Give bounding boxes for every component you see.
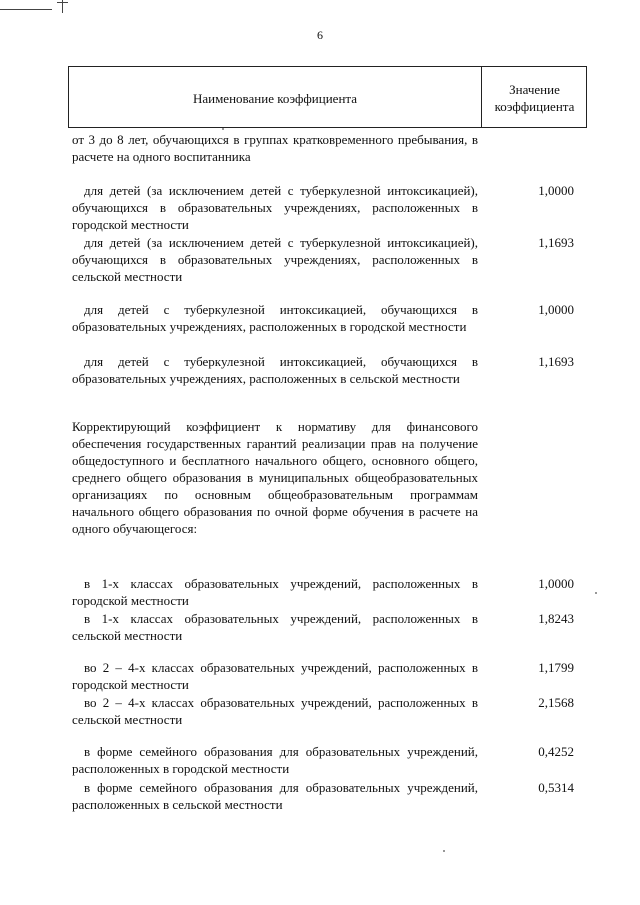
column-header-value — [482, 81, 587, 115]
row-value: 0,4252 — [538, 744, 574, 759]
row-description: для детей с туберкулезной интоксикацией, обучающихся в образовательных учреждениях, расположенных в городской местности — [72, 302, 478, 334]
scan-speck — [443, 850, 445, 852]
scan-speck — [595, 592, 597, 594]
column-header-name: Наименование коэффициента — [192, 91, 358, 106]
row-value: 1,0000 — [538, 576, 574, 591]
table-row — [72, 131, 587, 165]
column-header-value-line1: Значение — [509, 82, 560, 97]
table-row — [72, 418, 587, 537]
row-description: для детей (за исключением детей с туберкулезной интоксикацией), обучающихся в образовательных учреждениях, расположенных в сельской местности — [72, 235, 478, 284]
row-value: 1,0000 — [538, 183, 574, 198]
table-row — [72, 182, 587, 233]
table-row — [72, 659, 587, 693]
row-description: Корректирующий коэффициент к нормативу для финансового обеспечения государственных гарантий реализации прав на получение общедоступного и бесплатного начального общего, основного общего, среднего общего образования в муниципальных общеобразовательных организациях по основным общеобразовательным программам начального общего образования по очной форме обучения в расчете на одного обучающегося: — [72, 419, 478, 536]
table-row — [72, 779, 587, 813]
row-description: в 1-х классах образовательных учреждений, расположенных в городской местности — [72, 576, 478, 608]
table-row — [72, 301, 587, 335]
row-description: в форме семейного образования для образовательных учреждений, расположенных в городской местности — [72, 744, 478, 776]
row-value: 2,1568 — [538, 695, 574, 710]
row-description: для детей (за исключением детей с туберкулезной интоксикацией), обучающихся в образовательных учреждениях, расположенных в городской местности — [72, 183, 478, 232]
table-row — [72, 694, 587, 728]
table-header — [68, 66, 587, 128]
table-row — [72, 234, 587, 285]
scan-speck — [222, 128, 224, 130]
row-value: 1,8243 — [538, 611, 574, 626]
page-number: 6 — [317, 28, 323, 42]
row-description: в 1-х классах образовательных учреждений, расположенных в сельской местности — [72, 611, 478, 643]
row-description: во 2 – 4-х классах образовательных учреждений, расположенных в сельской местности — [72, 695, 478, 727]
row-description: для детей с туберкулезной интоксикацией, обучающихся в образовательных учреждениях, расположенных в сельской местности — [72, 354, 478, 386]
row-value: 1,1799 — [538, 660, 574, 675]
row-description: от 3 до 8 лет, обучающихся в группах кратковременного пребывания, в расчете на одного воспитанника — [72, 132, 478, 164]
row-value: 1,1693 — [538, 354, 574, 369]
column-header-value-line2: коэффициента — [494, 99, 575, 114]
row-description: во 2 – 4-х классах образовательных учреждений, расположенных в городской местности — [72, 660, 478, 692]
row-value: 1,1693 — [538, 235, 574, 250]
row-description: в форме семейного образования для образовательных учреждений, расположенных в сельской местности — [72, 780, 478, 812]
corner-scan-mark — [0, 0, 70, 14]
table-row — [72, 610, 587, 644]
row-value: 1,0000 — [538, 302, 574, 317]
table-row — [72, 575, 587, 609]
table-row — [72, 353, 587, 387]
row-value: 0,5314 — [538, 780, 574, 795]
table-row — [72, 743, 587, 777]
